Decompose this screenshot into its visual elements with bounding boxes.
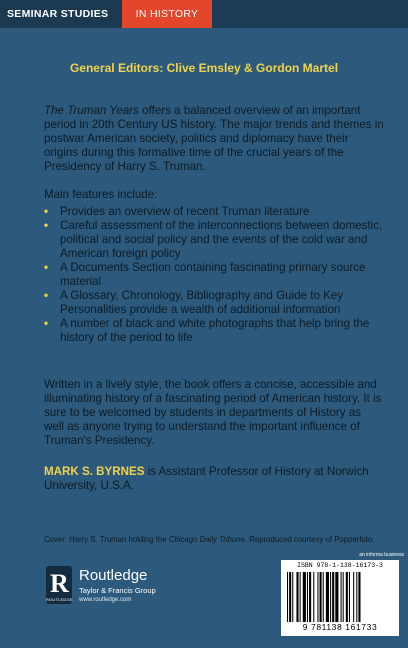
- barcode-stripe: [341, 572, 342, 622]
- barcode-stripe: [353, 572, 354, 622]
- barcode: [281, 560, 399, 636]
- series-sublabel: IN HISTORY: [122, 0, 212, 28]
- barcode-stripe: [300, 572, 301, 622]
- author-bio: [44, 465, 384, 493]
- barcode-stripe: [330, 572, 331, 622]
- publisher-group: Taylor & Francis Group: [79, 586, 156, 595]
- barcode-stripe: [309, 572, 311, 622]
- series-banner: [0, 0, 408, 28]
- bullet-icon: •: [44, 205, 49, 218]
- closing-paragraph: Written in a lively style, the book offers a concise, accessible and illuminating history of a fascinating period of American history. It is sure to be welcomed by students in departments of History as well as anyone trying to understand the important influence of Truman's Presidency.: [44, 378, 382, 447]
- barcode-stripe: [317, 572, 318, 622]
- barcode-stripe: [307, 572, 308, 622]
- barcode-stripe: [346, 572, 348, 622]
- barcode-stripe: [349, 572, 350, 622]
- general-editors: General Editors: Clive Emsley & Gordon Martel: [69, 61, 339, 75]
- author-bio-text: is Assistant Professor of History at Norwich University, U.S.A.: [44, 465, 369, 492]
- barcode-stripe: [356, 572, 357, 622]
- series-label: SEMINAR STUDIES: [0, 0, 122, 28]
- bullet-icon: •: [44, 317, 49, 330]
- barcode-stripe: [323, 572, 324, 622]
- routledge-logo-icon: R ROUTLEDGE: [46, 566, 72, 604]
- intro-text: offers a balanced overview of an important period in 20th Century US history. The major trends and themes in postwar American society, politics and diplomacy have their origins during this formative time of the crucial years of the Presidency of Harry S. Truman.: [44, 104, 384, 173]
- isbn-text: ISBN 978-1-138-16173-3: [297, 562, 383, 569]
- feature-item: • Careful assessment of the interconnections between domestic, political and social policy and the events of the cold war and American foreign policy: [44, 219, 383, 260]
- author-name: MARK S. BYRNES: [44, 465, 145, 478]
- feature-item: • A number of black and white photographs that help bring the history of the period to life: [44, 317, 370, 344]
- barcode-stripe: [320, 572, 322, 622]
- barcode-stripe: [289, 572, 291, 622]
- informa-tagline: an informa business: [359, 552, 404, 558]
- feature-item: • A Documents Section containing fascinating primary source material: [44, 261, 366, 288]
- barcode-stripe: [313, 572, 314, 622]
- barcode-stripe: [358, 572, 360, 622]
- barcode-stripe: [326, 572, 329, 622]
- publisher-name: Routledge: [79, 567, 148, 584]
- intro-paragraph: [44, 104, 384, 174]
- barcode-stripe: [303, 572, 306, 622]
- book-title-italic: The Truman Years: [44, 104, 139, 117]
- publisher-url: www.routledge.com: [79, 597, 132, 603]
- features-list: [44, 205, 386, 345]
- bullet-icon: •: [44, 261, 49, 274]
- barcode-stripe: [287, 572, 288, 622]
- feature-item: • Provides an overview of recent Truman literature: [44, 205, 310, 218]
- barcode-stripe: [335, 572, 338, 622]
- barcode-stripe: [332, 572, 334, 622]
- bullet-icon: •: [44, 219, 49, 232]
- barcode-stripe: [343, 572, 344, 622]
- barcode-stripe: [296, 572, 298, 622]
- bullet-icon: •: [44, 289, 49, 302]
- features-heading: Main features include:: [44, 188, 158, 201]
- publisher-logo: [46, 566, 206, 606]
- barcode-stripe: [292, 572, 293, 622]
- cover-credit: Cover: Harry S. Truman holding the Chicago Daily Tribune. Reproduced courtesy of Popperfoto.: [44, 535, 375, 544]
- ean-text: 9 781138 161733: [302, 622, 378, 632]
- barcode-bars: [287, 572, 393, 622]
- feature-item: • A Glossary, Chronology, Bibliography and Guide to Key Personalities provide a wealth of additional information: [44, 289, 344, 316]
